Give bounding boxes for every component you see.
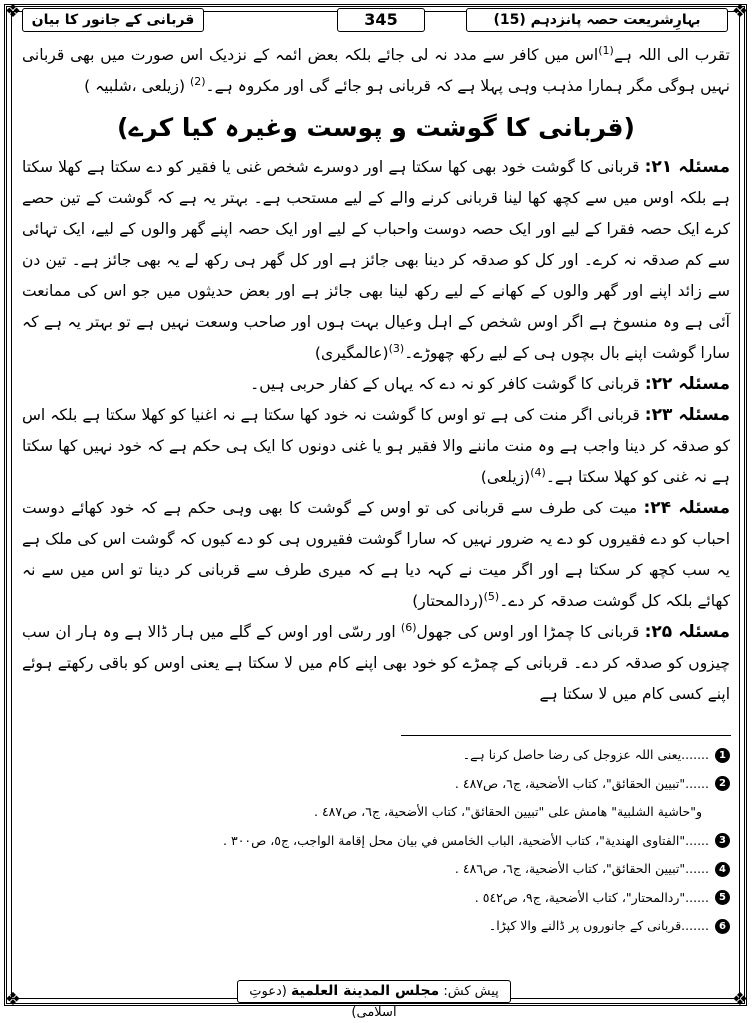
footnote-ref[interactable]: (6) bbox=[400, 620, 417, 634]
masala-text: قربانی کا چمڑا اور اوس کی جھول bbox=[416, 623, 645, 641]
footnote-text: ......"ردالمحتار"، كتاب الأضحية، ج٩، ص٥٤٢ . bbox=[474, 889, 709, 905]
masala-text: قربانی اگر منت کی ہے تو اوس کا گوشت نہ خود کھا سکتا ہے نہ اغنیا کو کھلا سکتا ہے بلکہ اس کو صدقہ کر دینا واجب ہے وہ منت ماننے والا فقیر ہو یا غنی دونوں کا ایک ہی حکم ہے کہ خود نہیں کھا سکتا ہے نہ غنی کو کھلا سکتا ہے۔ bbox=[22, 406, 730, 486]
masala-text: قربانی کا گوشت کافر کو نہ دے کہ یہاں کے کفار حربی ہیں۔ bbox=[250, 375, 645, 393]
footnotes bbox=[22, 741, 730, 941]
footnote-item bbox=[22, 798, 730, 827]
publisher-name: مجلس المدينة العلمية bbox=[290, 983, 440, 999]
intro-paragraph bbox=[22, 40, 730, 102]
source-citation: (زیلعی ،شلبیہ ) bbox=[84, 77, 185, 95]
footnote-number: 6 bbox=[715, 919, 730, 934]
footnote-item bbox=[22, 912, 730, 941]
corner-ornament-icon: ❖ bbox=[731, 989, 749, 1010]
masala-label: مسئلہ ۲۲: bbox=[644, 374, 730, 394]
footnote-text: .......قربانی کے جانوروں پر ڈالنے والا کپڑا۔ bbox=[488, 918, 709, 933]
footnote-ref[interactable]: (1) bbox=[598, 43, 614, 57]
footnote-text: ......"الفتاوى الهندية"، كتاب الأضحية، الباب الخامس في بيان محل إقامة الواجب، ج٥، ص٣٠٠ . bbox=[223, 832, 709, 848]
footnote-number: 3 bbox=[715, 833, 730, 848]
page-footer bbox=[237, 980, 511, 1020]
footnote-item bbox=[22, 741, 730, 770]
masala-text: قربانی کا گوشت خود بھی کھا سکتا ہے اور دوسرے شخص غنی یا فقیر کو دے سکتا ہے کھلا سکتا ہے بلکہ اوس میں سے کچھ کھا لینا قربانی کرنے والے کے لیے مستحب ہے۔ بہتر یہ ہے کہ گوشت کے تین حصے کرے ایک حصہ فقرا کے لیے اور ایک حصہ دوست واحباب کے لیے اور ایک حصہ اپنے گھر والوں کے لیے، ایک تہائی سے کم صدقہ نہ کرے۔ اور کل کو صدقہ کر دینا بھی جائز ہے اور کل گھر ہی رکھ لے یہ بھی جائز ہے۔ تین دن سے زائد اپنے اور گھر والوں کے کھانے کے لیے رکھ لینا بھی جائز ہے اور بعض حدیثوں میں جو اس کی ممانعت آئی ہے وہ منسوخ ہے اگر اوس شخص کے اہل وعیال بہت ہوں اور صاحب وسعت نہیں ہے تو بہتر یہ ہے کہ سارا گوشت اپنے بال بچوں ہی کے لیے رکھ چھوڑے۔ bbox=[22, 158, 730, 362]
footnote-ref[interactable]: (5) bbox=[483, 589, 500, 603]
masala-text: میت کی طرف سے قربانی کی تو اوس کے گوشت کا بھی وہی حکم ہے کہ خود کھائے دوست احباب کو دے فقیروں کو دے یہ ضرور نہیں کہ سارا گوشت فقیروں ہی کو دے کیوں کہ گوشت اس کی ملک ہے یہ سب کچھ کر سکتا ہے اور اگر میت نے کہہ دیا ہے کہ میری طرف سے قربانی کر دینا تو اس میں سے نہ کھائے بلکہ کل گوشت صدقہ کر دے۔ bbox=[22, 499, 730, 610]
footnote-ref[interactable]: (3) bbox=[388, 341, 405, 355]
footnote-ref[interactable]: (2) bbox=[189, 74, 206, 88]
source-citation: (عالمگیری) bbox=[314, 344, 389, 362]
masala-paragraph bbox=[22, 152, 730, 369]
page-number: 345 bbox=[337, 8, 425, 32]
footer-prefix: پیش کش: bbox=[443, 984, 499, 999]
masala-paragraph bbox=[22, 493, 730, 617]
section-heading: (قربانی کا گوشت و پوست وغیرہ کیا کرے) bbox=[117, 113, 635, 142]
masala-label: مسئلہ ۲۴: bbox=[643, 498, 730, 518]
masala-label: مسئلہ ۲۳: bbox=[644, 405, 730, 425]
page-body bbox=[22, 40, 730, 710]
chapter-title: قربانی کے جانور کا بیان bbox=[22, 8, 204, 32]
source-citation: (ردالمحتار) bbox=[412, 592, 484, 610]
footnote-text: .......یعنی اللہ عزوجل کی رضا حاصل کرنا ہے۔ bbox=[462, 747, 709, 762]
corner-ornament-icon: ❖ bbox=[731, 1, 749, 22]
footnote-item bbox=[22, 884, 730, 913]
footnote-number: 4 bbox=[715, 862, 730, 877]
masala-text: اور رسّی اور اوس کے گلے میں ہار ڈالا ہے وہ ہار ان سب چیزوں کو صدقہ کر دے۔ قربانی کے چمڑے کو خود بھی اپنے کام میں لا سکتا ہے یعنی اوس کو باقی رکھتے ہوئے اپنے کسی کام میں لا سکتا ہے bbox=[22, 623, 730, 703]
masala-label: مسئلہ ۲۵: bbox=[644, 622, 730, 642]
masala-paragraph bbox=[22, 617, 730, 710]
footnote-number: 5 bbox=[715, 890, 730, 905]
book-part-title: بہارِشریعت حصہ پانزدہم (15) bbox=[466, 8, 728, 32]
publisher-affiliation: (دعوتِ اسلامی) bbox=[249, 984, 397, 1020]
footnote-divider bbox=[401, 735, 731, 736]
footnote-item bbox=[22, 855, 730, 884]
footnote-number: 1 bbox=[715, 748, 730, 763]
source-citation: (زیلعی) bbox=[480, 468, 531, 486]
footnote-item bbox=[22, 770, 730, 799]
masala-label: مسئلہ ۲۱: bbox=[644, 157, 730, 177]
footnote-text: ......"تبيين الحقائق"، كتاب الأضحية، ج٦، ص٤٨٧ . bbox=[454, 775, 709, 791]
intro-text: تقرب الی اللہ ہے bbox=[613, 46, 730, 64]
corner-ornament-icon: ❖ bbox=[4, 989, 22, 1010]
footnote-text: و"حاشية الشلبية" هامش على "تبيين الحقائق"، كتاب الأضحية، ج٦، ص٤٨٧ . bbox=[313, 804, 702, 819]
page-header bbox=[14, 8, 736, 32]
intro-text: اس میں کافر سے مدد نہ لی جائے بلکہ بعض ائمہ کے نزدیک اس صورت میں بھی قربانی نہیں ہوگی مگر ہمارا مذہب وہی پہلا ہے کہ قربانی ہو جائے گی اور مکروہ ہے۔ bbox=[22, 46, 730, 95]
footnote-text: ......"تبيين الحقائق"، كتاب الأضحية، ج٦، ص٤٨٦ . bbox=[454, 861, 709, 876]
corner-ornament-icon: ❖ bbox=[4, 1, 22, 22]
footnote-number: 2 bbox=[715, 776, 730, 791]
footnote-item bbox=[22, 827, 730, 856]
footnote-ref[interactable]: (4) bbox=[530, 465, 546, 479]
masala-paragraph bbox=[22, 369, 730, 400]
masala-paragraph bbox=[22, 400, 730, 493]
